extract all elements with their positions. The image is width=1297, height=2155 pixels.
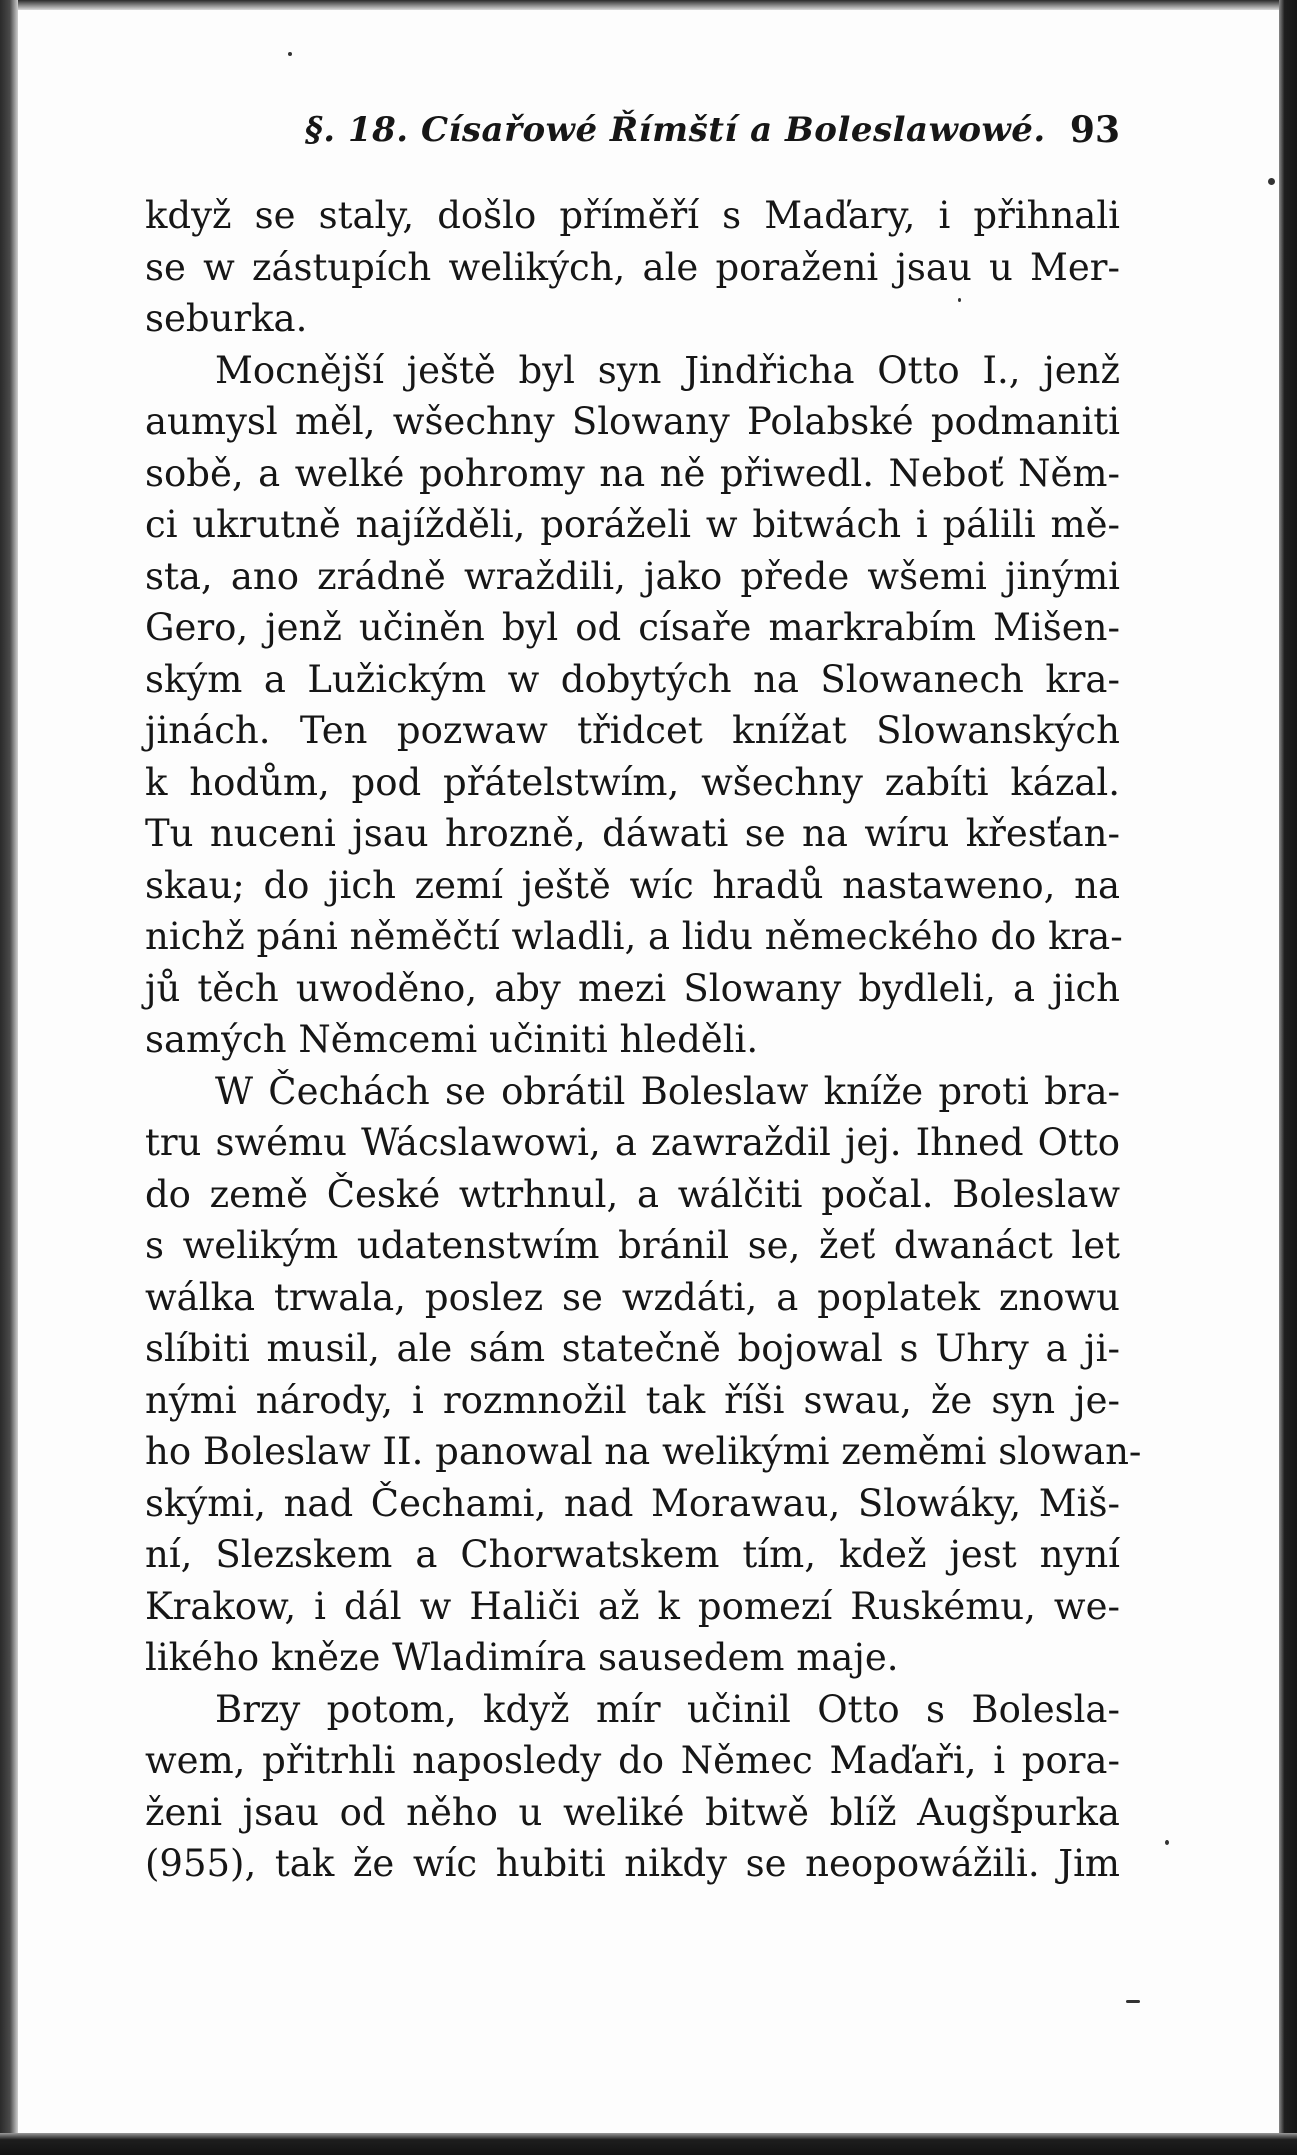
text-line: sobě, a welké pohromy na ně přiwedl. Neboť Něm- [145, 451, 1120, 495]
text-line: k hodům, pod přátelstwím, wšechny zabíti kázal. [145, 760, 1120, 804]
text-line: když se staly, došlo příměří s Maďary, i přihnali [145, 194, 1120, 237]
scan-speck [958, 298, 961, 302]
text-line: ským a Lužickým w dobytých na Slowanech kra- [145, 657, 1120, 701]
paragraph-start-line: W Čechách se obrátil Boleslaw kníže proti bra- [215, 1069, 1120, 1113]
paragraph-start-line: Brzy potom, když mír učinil Otto s Boleslа- [215, 1687, 1120, 1731]
text-line: sta, ano zrádně wraždili, jako přede wšemi jinými [145, 554, 1120, 598]
text-line: Tu nuceni jsau hrozně, dáwati se na wíru křesťan- [145, 812, 1120, 855]
page-number: 93 [1069, 109, 1120, 151]
text-line: tru swému Wácslawowi, a zawraždil jej. Ihned Otto [145, 1121, 1120, 1164]
paragraph-start-line: Mocnější ještě byl syn Jindřicha Otto I., jenž [215, 348, 1120, 392]
text-line: skau; do jich zemí ještě wíc hradů nastaweno, na [145, 863, 1120, 907]
text-line: do země České wtrhnul, a wálčiti počal. Boleslaw [145, 1172, 1120, 1216]
text-line: samých Němcemi učiniti hleděli. [145, 1018, 759, 1061]
text-line: jinách. Ten pozwaw třidcet knížat Slowanských [145, 709, 1120, 752]
text-line: seburka. [145, 297, 308, 340]
scan-edge-bottom [0, 2133, 1297, 2155]
scan-speck [1165, 1840, 1169, 1845]
text-line: jů těch uwoděno, aby mezi Slowany bydleli, a jich [145, 966, 1120, 1010]
text-line: Gero, jenž učiněn byl od císaře markrabím Mišen- [145, 606, 1120, 649]
text-line: ho Boleslaw II. panowal na welikými zeměmi slowan- [145, 1430, 1142, 1473]
scan-speck [1268, 178, 1275, 185]
text-line: likého kněze Wladimíra sausedem maje. [145, 1636, 899, 1679]
text-line: skými, nad Čechami, nad Morawau, Slowáky, Miš- [145, 1481, 1120, 1525]
text-line: ní, Slezskem a Chorwatskem tím, kdež jest nyní [145, 1533, 1120, 1576]
scan-speck [288, 52, 292, 56]
scan-edge-top [0, 0, 1297, 10]
scan-edge-left [0, 0, 18, 2155]
text-line: nými národy, i rozmnožil tak říši swau, že syn je- [145, 1378, 1120, 1422]
scan-edge-right [1279, 0, 1297, 2155]
scan-speck [1126, 2000, 1140, 2003]
body-text [145, 190, 1142, 1890]
text-line: wem, přitrhli naposledy do Němec Maďaři, i pora- [145, 1739, 1120, 1782]
text-line: slíbiti musil, ale sám statečně bojowal s Uhry a ji- [145, 1327, 1120, 1370]
text-line: s welikým udatenstwím bránil se, žeť dwanáct let [145, 1224, 1120, 1267]
running-head [145, 108, 1120, 152]
running-head-title: §. 18. Císařowé Římští a Boleslawowé. [305, 110, 1046, 150]
text-line: Krakow, i dál w Haliči až k pomezí Ruskému, we- [145, 1584, 1120, 1628]
text-line: se w zástupích welikých, ale poraženi jsau u Mer- [145, 245, 1120, 289]
text-line: (955), tak že wíc hubiti nikdy se neopowážili. Jim [145, 1842, 1120, 1885]
text-line: wálka trwala, poslez se wzdáti, a poplatek znowu [145, 1275, 1120, 1319]
text-line: ženi jsau od něho u weliké bitwě blíž Augšpurka [145, 1790, 1120, 1834]
text-line: ci ukrutně najížděli, poráželi w bitwách i pálili mě- [145, 503, 1120, 546]
text-line: aumysl měl, wšechny Slowany Polabské podmaniti [145, 400, 1120, 443]
text-line: nichž páni něměčtí wladli, a lidu německého do kra- [145, 915, 1123, 958]
